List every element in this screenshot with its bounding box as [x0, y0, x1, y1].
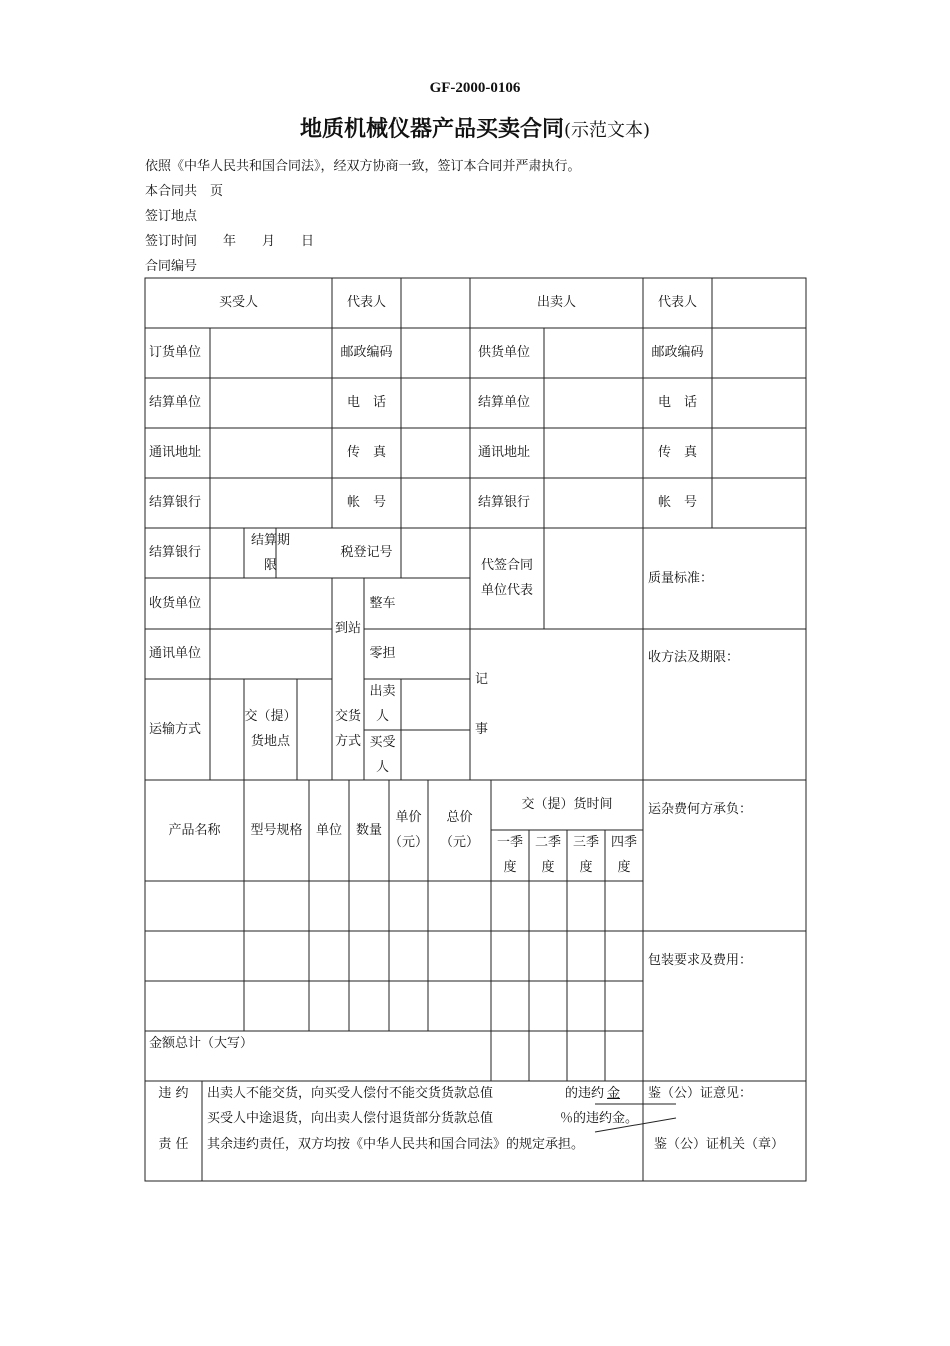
acceptance-label: 收方法及期限：	[648, 650, 740, 665]
breach-label-1: 违 约	[158, 1086, 189, 1101]
seller-rep-label: 代表人	[657, 295, 697, 310]
quality-standard-label: 质量标准：	[648, 571, 714, 586]
breach-clause-1-penalty: 的违约	[565, 1086, 605, 1101]
note-label-2: 事	[475, 722, 489, 737]
buyer-postcode-label: 邮政编码	[340, 345, 393, 360]
breach-clause-1-suffix: 金	[607, 1086, 621, 1101]
transport-label: 运输方式	[149, 722, 202, 737]
seller-settle-unit-label: 结算单位	[478, 395, 531, 410]
notary-opinion-label: 鉴（公）证意见：	[648, 1086, 753, 1101]
signing-place: 签订地点	[145, 209, 198, 224]
page-count: 本合同共 页	[145, 184, 224, 199]
title-main: 地质机械仪器产品买卖合同	[299, 117, 564, 142]
settle-period-label-2: 限	[263, 558, 277, 573]
mode-seller-label-1: 出卖	[369, 684, 396, 699]
q4-header-2: 度	[617, 860, 631, 875]
breach-clause-2-penalty: ％的违约金。	[560, 1111, 639, 1126]
mode-buyer-label-1: 买受	[369, 735, 396, 750]
delivery-place-label-1: 交（提）	[244, 709, 297, 724]
preamble-text: 依照《中华人民共和国合同法》，经双方协商一致，签订本合同并严肃执行。	[145, 159, 581, 174]
total-header-2: （元）	[439, 835, 479, 850]
packing-label: 包装要求及费用：	[648, 953, 753, 968]
q3-header-1: 三季	[572, 835, 599, 850]
breach-clause-3: 其余违约责任，双方均按《中华人民共和国合同法》的规定承担。	[207, 1137, 585, 1152]
seller-address-label: 通讯地址	[478, 445, 531, 460]
comm-unit-label: 通讯单位	[149, 646, 202, 661]
price-header-2: （元）	[389, 835, 429, 850]
mode-buyer-label-2: 人	[375, 760, 389, 775]
order-unit-label: 订货单位	[149, 345, 202, 360]
form-code: GF-2000-0106	[429, 80, 521, 96]
less-car-label: 零担	[369, 646, 396, 661]
q1-header-2: 度	[503, 860, 517, 875]
delivery-place-label-2: 货地点	[250, 734, 290, 749]
q2-header-1: 二季	[534, 835, 561, 850]
signing-date: 签订时间 年 月 日	[145, 234, 315, 249]
qty-header: 数量	[355, 823, 382, 838]
delivery-mode-label-1: 交货	[334, 709, 361, 724]
note-label-1: 记	[475, 672, 489, 687]
seller-account-label: 帐 号	[657, 495, 697, 510]
q4-header-1: 四季	[610, 835, 637, 850]
unit-header: 单位	[315, 823, 342, 838]
product-name-header: 产品名称	[168, 823, 221, 838]
supply-unit-label: 供货单位	[478, 345, 531, 360]
buyer-fax-label: 传 真	[346, 445, 386, 460]
agent-label-1: 代签合同	[480, 558, 533, 573]
title-suffix: (示范文本)	[563, 120, 651, 141]
agent-label-2: 单位代表	[480, 583, 533, 598]
full-car-label: 整车	[369, 596, 396, 611]
delivery-time-header: 交（提）货时间	[521, 797, 613, 812]
notary-office-label: 鉴（公）证机关（章）	[654, 1137, 785, 1152]
recv-unit-label: 收货单位	[149, 596, 202, 611]
breach-label-2: 责 任	[158, 1137, 189, 1152]
breach-clause-1: 出卖人不能交货，向买受人偿付不能交货货款总值	[207, 1086, 494, 1101]
settle-bank-label-2: 结算银行	[149, 545, 202, 560]
freight-label: 运杂费何方承负：	[648, 802, 753, 817]
seller-fax-label: 传 真	[657, 445, 697, 460]
model-header: 型号规格	[250, 823, 303, 838]
q1-header-1: 一季	[496, 835, 523, 850]
settle-period-label-1: 结算期	[250, 533, 290, 548]
price-header-1: 单价	[395, 810, 422, 825]
buyer-address-label: 通讯地址	[149, 445, 202, 460]
delivery-mode-label-2: 方式	[334, 734, 361, 749]
seller-phone-label: 电 话	[657, 395, 697, 410]
mode-seller-label-2: 人	[375, 709, 389, 724]
buyer-phone-label: 电 话	[346, 395, 386, 410]
buyer-label: 买受人	[218, 295, 258, 310]
buyer-bank-label: 结算银行	[149, 495, 202, 510]
tax-no-label: 税登记号	[340, 545, 393, 560]
q3-header-2: 度	[579, 860, 593, 875]
buyer-settle-unit-label: 结算单位	[149, 395, 202, 410]
buyer-account-label: 帐 号	[346, 495, 386, 510]
seller-bank-label: 结算银行	[478, 495, 531, 510]
buyer-rep-label: 代表人	[346, 295, 386, 310]
total-amount-label: 金额总计（大写）	[149, 1036, 254, 1051]
seller-label: 出卖人	[536, 295, 576, 310]
breach-clause-2: 买受人中途退货，向出卖人偿付退货部分货款总值	[207, 1111, 494, 1126]
q2-header-2: 度	[541, 860, 555, 875]
contract-number: 合同编号	[145, 259, 198, 274]
total-header-1: 总价	[446, 810, 473, 825]
seller-postcode-label: 邮政编码	[651, 345, 704, 360]
arrive-station-label: 到站	[334, 621, 361, 636]
